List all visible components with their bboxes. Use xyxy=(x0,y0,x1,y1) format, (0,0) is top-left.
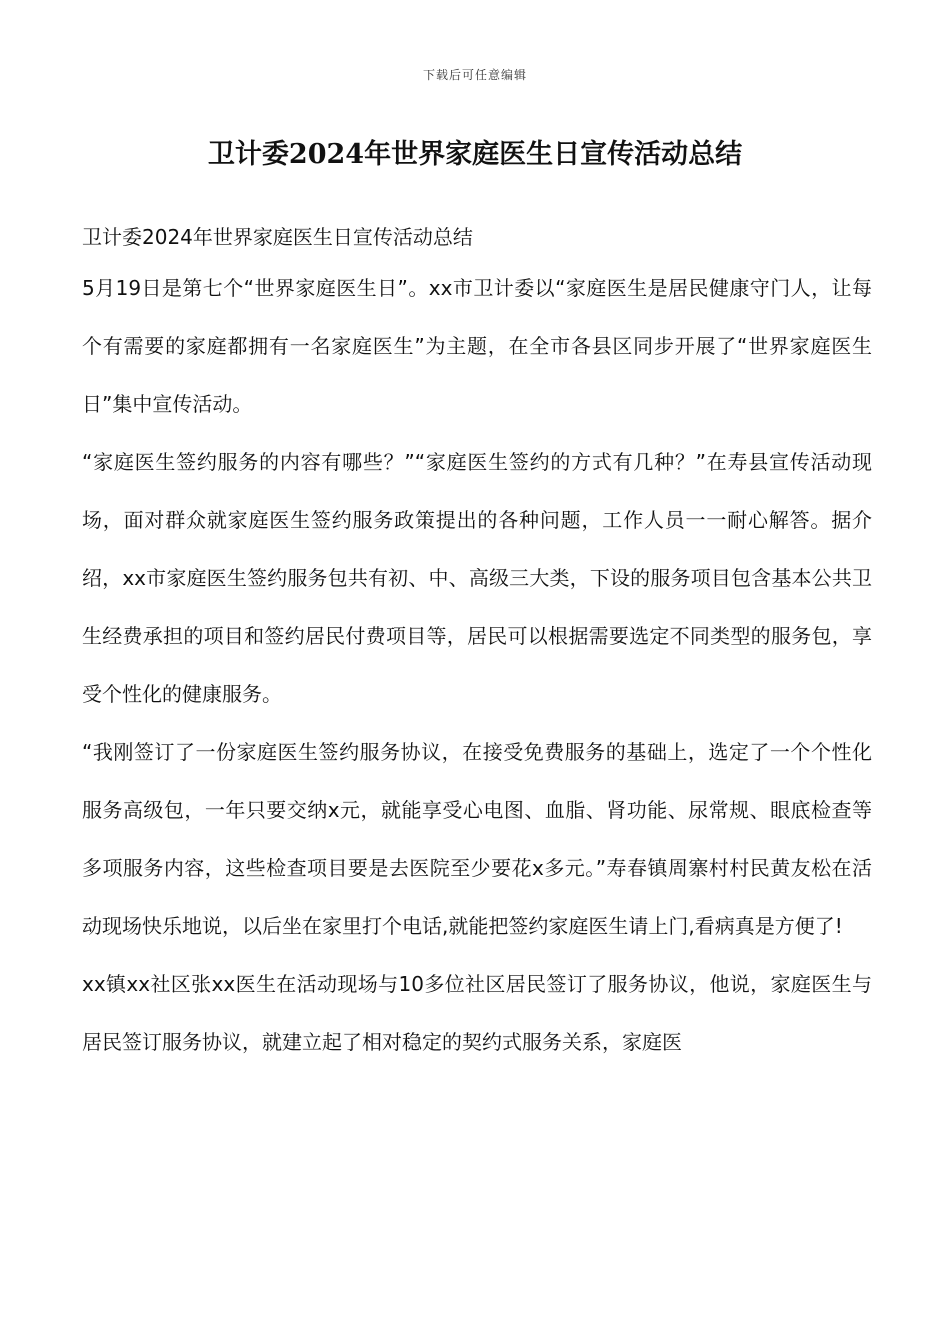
header-note: 下载后可任意编辑 xyxy=(422,68,527,82)
paragraph-intro: 5月19日是第七个“世界家庭医生日”。xx市卫计委以“家庭医生是居民健康守门人，让每个有需要的家庭都拥有一名家庭医生”为主题，在全市各县区同步开展了“世界家庭医生日”集中宣传活动。 xyxy=(82,276,872,416)
paragraph-doctor: xx镇xx社区张xx医生在活动现场与10多位社区居民签订了服务协议，他说，家庭医生与居民签订服务协议，就建立起了相对稳定的契约式服务关系，家庭医 xyxy=(82,972,872,1054)
paragraph-questions: “家庭医生签约服务的内容有哪些？”“家庭医生签约的方式有几种？”在寿县宣传活动现场，面对群众就家庭医生签约服务政策提出的各种问题，工作人员一一耐心解答。据介绍，xx市家庭医生签约服务包共有初、中、高级三大类，下设的服务项目包含基本公共卫生经费承担的项目和签约居民付费项目等，居民可以根据需要选定不同类型的服务包，享受个性化的健康服务。 xyxy=(82,450,872,706)
document-body xyxy=(82,215,872,1071)
paragraph-quote: “我刚签订了一份家庭医生签约服务协议，在接受免费服务的基础上，选定了一个个性化服务高级包，一年只要交纳x元，就能享受心电图、血脂、肾功能、尿常规、眼底检查等多项服务内容，这些检查项目要是去医院至少要花x多元。”寿春镇周寨村村民黄友松在活动现场快乐地说，以后坐在家里打个电话,就能把签约家庭医生请上门,看病真是方便了! xyxy=(82,740,872,938)
subtitle-paragraph: 卫计委2024年世界家庭医生日宣传活动总结 xyxy=(82,225,473,249)
document-title: 卫计委2024年世界家庭医生日宣传活动总结 xyxy=(207,139,743,170)
